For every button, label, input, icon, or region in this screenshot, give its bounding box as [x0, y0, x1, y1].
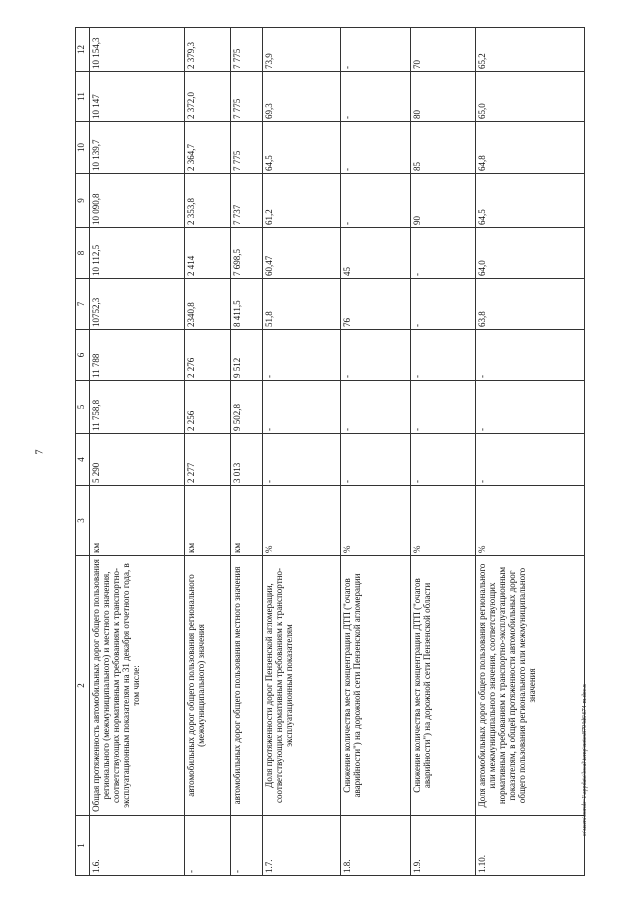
- value-cell: 10 090,8: [90, 174, 185, 228]
- table-row: [262, 28, 340, 876]
- unit-cell: %: [475, 486, 584, 556]
- value-cell: -: [475, 330, 584, 381]
- value-cell: 80: [410, 72, 475, 122]
- row-number-cell: 1.10.: [475, 816, 584, 876]
- unit-cell: %: [340, 486, 410, 556]
- indicators-table: [75, 27, 585, 876]
- row-number-cell: 1.6.: [90, 816, 185, 876]
- value-cell: 10 112,5: [90, 228, 185, 279]
- value-cell: -: [340, 434, 410, 486]
- value-cell: -: [475, 434, 584, 486]
- value-cell: -: [340, 122, 410, 174]
- value-cell: 64,5: [475, 174, 584, 228]
- header-cell: 4: [76, 434, 90, 486]
- unit-cell: км: [185, 486, 230, 556]
- row-number-cell: 1.8.: [340, 816, 410, 876]
- value-cell: 51,8: [262, 279, 340, 330]
- value-cell: -: [262, 330, 340, 381]
- header-cell: 5: [76, 381, 90, 434]
- page-number: 7: [34, 449, 46, 455]
- value-cell: 9 512: [230, 330, 262, 381]
- value-cell: 2 414: [185, 228, 230, 279]
- value-cell: 45: [340, 228, 410, 279]
- value-cell: 8 411,5: [230, 279, 262, 330]
- value-cell: 73,9: [262, 28, 340, 72]
- value-cell: -: [340, 330, 410, 381]
- value-cell: 61,2: [262, 174, 340, 228]
- value-cell: 2 353,8: [185, 174, 230, 228]
- value-cell: 7 775: [230, 72, 262, 122]
- indicator-name-cell: Снижение количества мест концентрации ДТП ("очагов аварийности") на дорожной сети Пензенской области: [410, 556, 475, 816]
- value-cell: 2 364,7: [185, 122, 230, 174]
- value-cell: 65,0: [475, 72, 584, 122]
- indicator-name-cell: Снижение количества мест концентрации ДТП ("очагов аварийности") на дорожной сети Пензенской агломерации: [340, 556, 410, 816]
- value-cell: 2 256: [185, 381, 230, 434]
- value-cell: 10 139,7: [90, 122, 185, 174]
- row-number-cell: -: [230, 816, 262, 876]
- value-cell: -: [410, 279, 475, 330]
- header-cell: 6: [76, 330, 90, 381]
- value-cell: 64,5: [262, 122, 340, 174]
- value-cell: 76: [340, 279, 410, 330]
- row-number-cell: 1.9.: [410, 816, 475, 876]
- header-cell: 10: [76, 122, 90, 174]
- table-row: [185, 28, 230, 876]
- value-cell: -: [262, 434, 340, 486]
- table-row: [410, 28, 475, 876]
- value-cell: 9 502,8: [230, 381, 262, 434]
- value-cell: 85: [410, 122, 475, 174]
- value-cell: -: [410, 228, 475, 279]
- value-cell: 11 788: [90, 330, 185, 381]
- value-cell: 64,0: [475, 228, 584, 279]
- value-cell: -: [475, 381, 584, 434]
- value-cell: 2 379,3: [185, 28, 230, 72]
- table-header-row: [76, 28, 90, 876]
- table-row: [475, 28, 584, 876]
- unit-cell: км: [90, 486, 185, 556]
- value-cell: -: [410, 381, 475, 434]
- row-number-cell: 1.7.: [262, 816, 340, 876]
- value-cell: -: [262, 381, 340, 434]
- value-cell: 7 698,5: [230, 228, 262, 279]
- value-cell: 2 372,0: [185, 72, 230, 122]
- value-cell: 5 290: [90, 434, 185, 486]
- value-cell: 64,8: [475, 122, 584, 174]
- unit-cell: %: [262, 486, 340, 556]
- unit-cell: %: [410, 486, 475, 556]
- unit-cell: км: [230, 486, 262, 556]
- value-cell: -: [410, 434, 475, 486]
- value-cell: 7 775: [230, 122, 262, 174]
- value-cell: 10752,3: [90, 279, 185, 330]
- value-cell: 10 147: [90, 72, 185, 122]
- value-cell: 2 276: [185, 330, 230, 381]
- value-cell: -: [340, 381, 410, 434]
- value-cell: 69,3: [262, 72, 340, 122]
- value-cell: 63,8: [475, 279, 584, 330]
- indicator-name-cell: Доля автомобильных дорог общего пользования регионального или межмуниципального значения, соответствующих нормативным требованиям к транспортно-эксплуатационным показателям, в общей протяженности автомобильных дорог общего пользования регионального или межмуниципального значения: [475, 556, 584, 816]
- value-cell: -: [340, 72, 410, 122]
- value-cell: 90: [410, 174, 475, 228]
- header-cell: 3: [76, 486, 90, 556]
- value-cell: 11 758,8: [90, 381, 185, 434]
- value-cell: 7 737: [230, 174, 262, 228]
- footer-file-path: c:\users\borob~1\appdata\local\temp\notes8794d6\674-m.doc.x: [582, 684, 588, 836]
- rotated-table-wrapper: [75, 28, 585, 876]
- indicator-name-cell: Общая протяженность автомобильных дорог общего пользования регионального (межмуниципального) и местного значения, соответствующих нормативным требованиям к транспортно-эксплуатационным показателям на 31 декабря отчетного года, в том числе:: [90, 556, 185, 816]
- header-cell: 9: [76, 174, 90, 228]
- value-cell: -: [340, 174, 410, 228]
- indicator-name-cell: автомобильных дорог общего пользования местного значения: [230, 556, 262, 816]
- value-cell: 2 277: [185, 434, 230, 486]
- value-cell: 65,2: [475, 28, 584, 72]
- value-cell: 10 154,3: [90, 28, 185, 72]
- value-cell: 2340,8: [185, 279, 230, 330]
- value-cell: 3 013: [230, 434, 262, 486]
- table-body: [76, 28, 585, 876]
- value-cell: -: [410, 330, 475, 381]
- table-row: [230, 28, 262, 876]
- indicator-name-cell: автомобильных дорог общего пользования регионального (межмуниципального) значения: [185, 556, 230, 816]
- header-cell: 2: [76, 556, 90, 816]
- row-number-cell: -: [185, 816, 230, 876]
- header-cell: 7: [76, 279, 90, 330]
- value-cell: 70: [410, 28, 475, 72]
- header-cell: 11: [76, 72, 90, 122]
- value-cell: 60,47: [262, 228, 340, 279]
- header-cell: 8: [76, 228, 90, 279]
- table-row: [340, 28, 410, 876]
- header-cell: 12: [76, 28, 90, 72]
- table-row: [90, 28, 185, 876]
- indicator-name-cell: Доля протяженности дорог Пензенской агломерации, соответствующих нормативным требованиям к транспортно-эксплуатационным показателям: [262, 556, 340, 816]
- value-cell: -: [340, 28, 410, 72]
- header-cell: 1: [76, 816, 90, 876]
- value-cell: 7 775: [230, 28, 262, 72]
